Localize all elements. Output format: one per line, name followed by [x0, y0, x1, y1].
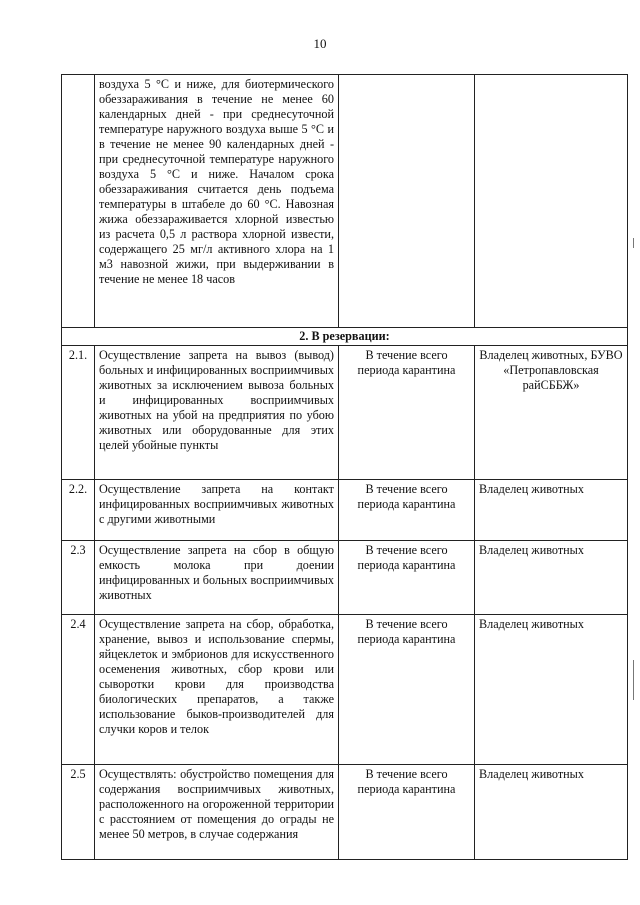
- responsible-cell: Владелец животных: [475, 765, 628, 860]
- term-cell: В течение всего периода карантина: [339, 480, 475, 541]
- table-row: [62, 480, 628, 541]
- responsible-cell: [475, 75, 628, 328]
- table-row: [62, 346, 628, 480]
- table-row-continuation: [62, 75, 628, 328]
- row-number: 2.1.: [62, 346, 95, 480]
- term-cell: В течение всего периода карантина: [339, 765, 475, 860]
- term-cell: В течение всего периода карантина: [339, 615, 475, 765]
- term-cell: В течение всего периода карантина: [339, 346, 475, 480]
- page-number: 10: [313, 36, 327, 51]
- responsible-cell: Владелец животных: [475, 615, 628, 765]
- table-row: [62, 541, 628, 615]
- row-number: 2.5: [62, 765, 95, 860]
- measures-table: [61, 74, 628, 860]
- responsible-cell: Владелец животных, БУВО «Петропавловская райСББЖ»: [475, 346, 628, 480]
- description-text: воздуха 5 °С и ниже, для биотермического обеззараживания в течение не менее 60 календарных дней - при среднесуточной температуре наружного воздуха выше 5 °С и в течение не менее 90 календарных дней - при среднесуточной температуре наружного воздуха 5 °С и ниже. Началом срока обеззараживания считается день подъема температуры в штабеле до 60 °С. Навозная жижа обеззараживается хлорной известью из расчета 0,5 л раствора хлорной извести, содержащего 25 мг/л активного хлора на 1 м3 навозной жижи, при выдерживании в течение не менее 18 часов: [99, 77, 334, 286]
- term-cell: В течение всего периода карантина: [339, 541, 475, 615]
- section-title: 2. В резервации:: [62, 328, 628, 346]
- description-cell: [95, 75, 339, 328]
- row-number: 2.4: [62, 615, 95, 765]
- description-text: Осуществление запрета на контакт инфицированных восприимчивых животных с другими животными: [99, 482, 334, 526]
- description-cell: [95, 765, 339, 860]
- row-number: 2.2.: [62, 480, 95, 541]
- description-cell: [95, 615, 339, 765]
- scan-margin-mark: [633, 660, 634, 700]
- description-cell: [95, 346, 339, 480]
- term-cell: [339, 75, 475, 328]
- section-header-row: [62, 328, 628, 346]
- description-cell: [95, 541, 339, 615]
- responsible-cell: Владелец животных: [475, 541, 628, 615]
- description-text: Осуществление запрета на сбор в общую емкость молока при доении инфицированных и больных восприимчивых животных: [99, 543, 334, 602]
- num-cell: [62, 75, 95, 328]
- table-row: [62, 765, 628, 860]
- description-cell: [95, 480, 339, 541]
- description-text: Осуществление запрета на сбор, обработка, хранение, вывоз и использование спермы, яйцеклеток и эмбрионов для искусственного осеменения животных, сбор крови или сыворотки крови для производства биологических препаратов, а также использование быков-производителей для случки коров и телок: [99, 617, 334, 736]
- scan-margin-mark: [633, 238, 634, 248]
- responsible-cell: Владелец животных: [475, 480, 628, 541]
- row-number: 2.3: [62, 541, 95, 615]
- table-row: [62, 615, 628, 765]
- description-text: Осуществление запрета на вывоз (вывод) больных и инфицированных восприимчивых животных за исключением вывоза больных и инфицированных восприимчивых животных на убой на предприятия по убою животных или оборудованные для этих целей убойные пункты: [99, 348, 334, 452]
- description-text: Осуществлять: обустройство помещения для содержания восприимчивых животных, расположенного на огороженной территории с расстоянием от помещения до ограды не менее 50 метров, в случае содержания: [99, 767, 334, 841]
